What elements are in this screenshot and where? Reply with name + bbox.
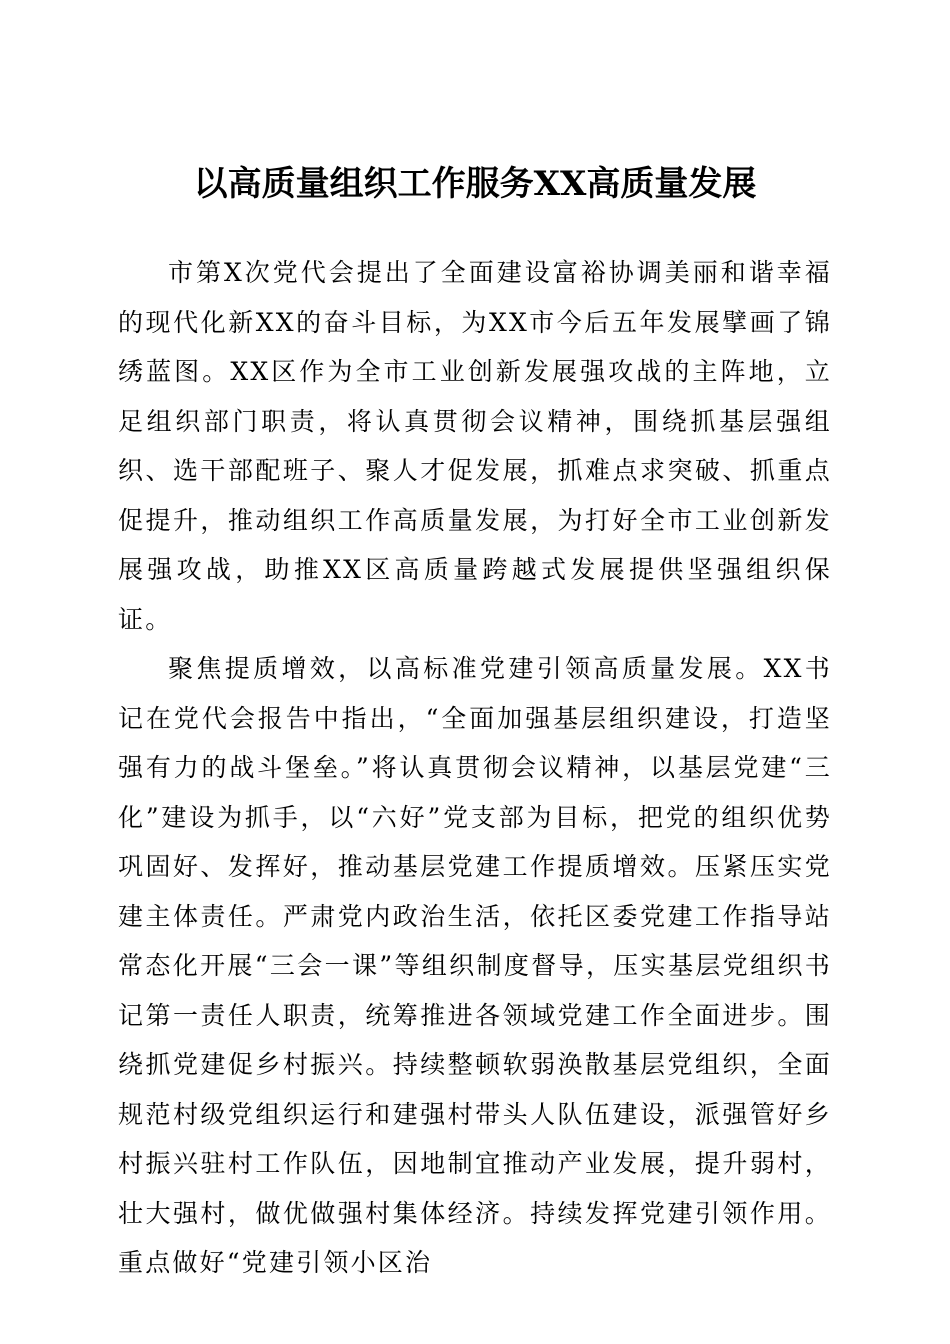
paragraph-1: 市第X次党代会提出了全面建设富裕协调美丽和谐幸福的现代化新XX的奋斗目标，为XX市今后五年发展擘画了锦绣蓝图。XX区作为全市工业创新发展强攻战的主阵地，立足组织部门职责，将认真贯彻会议精神，围绕抓基层强组织、选干部配班子、聚人才促发展，抓难点求突破、抓重点促提升，推动组织工作高质量发展，为打好全市工业创新发展强攻战，助推XX区高质量跨越式发展提供坚强组织保证。 xyxy=(118,258,832,634)
paragraph-2: 聚焦提质增效，以高标准党建引领高质量发展。XX书记在党代会报告中指出，“全面加强基层组织建设，打造坚强有力的战斗堡垒。”将认真贯彻会议精神，以基层党建“三化”建设为抓手，以“六好”党支部为目标，把党的组织优势巩固好、发挥好，推动基层党建工作提质增效。压紧压实党建主体责任。严肃党内政治生活，依托区委党建工作指导站常态化开展“三会一课”等组织制度督导，压实基层党组织书记第一责任人职责，统筹推进各领域党建工作全面进步。围绕抓党建促乡村振兴。持续整顿软弱涣散基层党组织，全面规范村级党组织运行和建强村带头人队伍建设，派强管好乡村振兴驻村工作队伍，因地制宜推动产业发展，提升弱村，壮大强村，做优做强村集体经济。持续发挥党建引领作用。重点做好“党建引领小区治 xyxy=(118,654,832,1277)
document-title: 以高质量组织工作服务XX高质量发展 xyxy=(193,164,757,204)
